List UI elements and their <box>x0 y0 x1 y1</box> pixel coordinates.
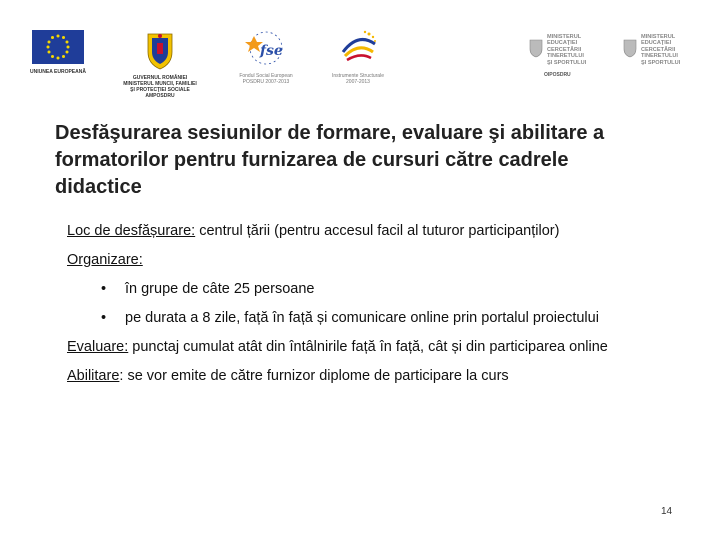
location-paragraph <box>67 217 667 246</box>
ministry-crest-icon <box>528 38 544 58</box>
location-label: Loc de desfășurare: <box>67 223 196 239</box>
slide-title: Desfăşurarea sesiunilor de formare, evaluare şi abilitare a formatorilor pentru furnizarea de cursuri către cadrele didactice <box>55 122 605 198</box>
ministry2-line-1: MINISTERUL <box>641 34 676 40</box>
fse-caption-2: POSDRU 2007-2013 <box>242 79 290 85</box>
ministry1-line-4: TINERETULUI <box>547 53 584 60</box>
bullet-text-1: în grupe de câte 25 persoane <box>125 281 315 297</box>
structural-instruments-logo <box>320 28 396 85</box>
fse-logo <box>226 28 306 85</box>
bullet-dot: • <box>101 310 107 326</box>
evaluation-label: Evaluare: <box>67 339 129 355</box>
organization-paragraph <box>67 246 667 275</box>
ministry-crest-icon <box>622 38 638 58</box>
ministry1-caption: OIPOSDRU <box>544 72 571 78</box>
ministry1-line-2: EDUCAŢIEI <box>547 40 578 47</box>
slide-body <box>67 217 667 391</box>
ministry1-line-3: CERCETĂRII <box>547 46 582 53</box>
ministry-logo-1 <box>528 34 608 80</box>
bullet-dot: • <box>101 281 107 297</box>
evaluation-paragraph <box>67 333 667 362</box>
page-number: 14 <box>661 506 673 517</box>
organization-label: Organizare: <box>67 252 143 268</box>
is-caption-2: 2007-2013 <box>346 79 370 85</box>
certification-paragraph <box>67 362 667 391</box>
gov-caption-4: AMPOSDRU <box>145 93 175 99</box>
gov-caption-3: ŞI PROTECŢIEI SOCIALE <box>130 87 190 93</box>
bullet-text-2: pe durata a 8 zile, față în față și comunicare online prin portalul proiectului <box>125 310 599 326</box>
ministry-logo-2 <box>622 34 702 80</box>
fse-caption-1: Fondul Social European <box>239 73 293 79</box>
eu-logo <box>28 30 88 75</box>
ministry2-line-4: TINERETULUI <box>641 53 678 60</box>
gov-caption-2: MINISTERUL MUNCII, FAMILIEI <box>123 81 197 87</box>
is-caption-1: Instrumente Structurale <box>332 73 384 79</box>
structural-instruments-icon <box>335 28 381 68</box>
location-text: centrul țării (pentru accesul facil al tuturor participanților) <box>195 223 560 239</box>
gov-caption-1: GUVERNUL ROMÂNIEI <box>132 75 188 81</box>
certification-label: Abilitare <box>67 368 120 384</box>
eu-caption: UNIUNEA EUROPEANĂ <box>30 69 86 75</box>
coat-of-arms-icon <box>145 30 175 70</box>
ministry2-line-3: CERCETĂRII <box>641 46 676 53</box>
fse-star-icon <box>240 28 292 68</box>
certification-text: : se vor emite de către furnizor diplome de participare la curs <box>119 368 509 384</box>
eu-flag-icon <box>32 30 84 64</box>
evaluation-text: punctaj cumulat atât din întâlnirile față în față, cât și din participarea online <box>128 339 608 355</box>
ministry1-line-5: ŞI SPORTULUI <box>547 59 587 66</box>
ministry2-line-5: ŞI SPORTULUI <box>641 59 681 66</box>
bullet-item <box>67 275 667 304</box>
gov-logo <box>118 30 202 99</box>
fse-mark: fse <box>260 43 283 59</box>
ministry1-line-1: MINISTERUL <box>547 34 582 40</box>
ministry2-line-2: EDUCAŢIEI <box>641 40 672 47</box>
bullet-item <box>67 304 667 333</box>
